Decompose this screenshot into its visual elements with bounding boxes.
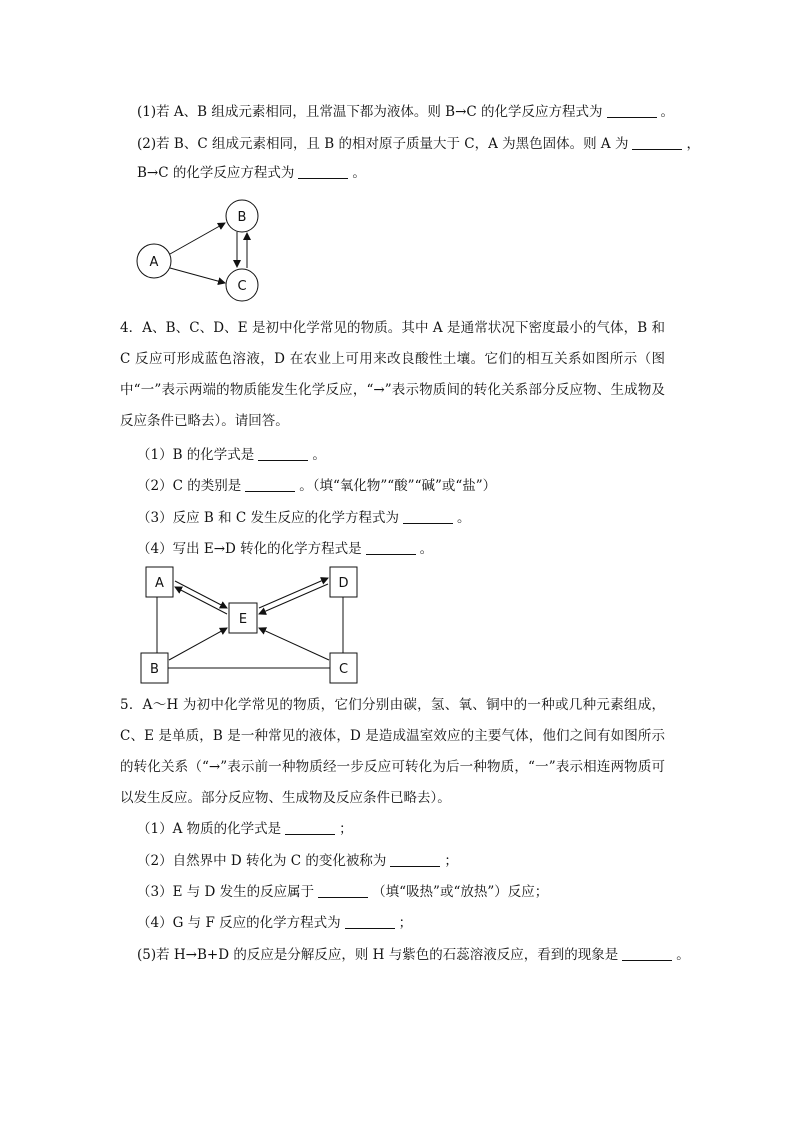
- answer-blank[interactable]: [298, 164, 348, 179]
- q4-sub1: （1）B 的化学式是 。: [137, 447, 326, 463]
- answer-blank[interactable]: [318, 883, 368, 898]
- node-e-label: E: [238, 612, 248, 627]
- node-c-label: C: [237, 279, 247, 294]
- node-a-label: A: [149, 255, 159, 270]
- answer-blank[interactable]: [366, 540, 416, 555]
- q5-sub5: (5)若 H→B+D 的反应是分解反应，则 H 与紫色的石蕊溶液反应，看到的现象是 。: [137, 947, 690, 963]
- answer-blank[interactable]: [245, 477, 295, 492]
- q3-sub2: (2)若 B、C 组成元素相同，且 B 的相对原子质量大于 C，A 为黑色固体。则 A 为 ，: [137, 136, 700, 152]
- q5-sub1: （1）A 物质的化学式是 ；: [137, 821, 353, 837]
- q5-intro: 5．A～H 为初中化学常见的物质，它们分别由碳，氢、氧、铜中的一种或几种元素组成，C、E 是单质，B 是一种常见的液体，D 是造成温室效应的主要气体，他们之间有如图所示的转化关系（“→”表示前一种物质经一步反应可转化为后一种物质，“一”表示相连两物质可以发生反应。部分反应物、生成物及反应条件已略去）。: [120, 697, 665, 806]
- answer-blank[interactable]: [607, 103, 657, 118]
- q3-sub2-cont: B→C 的化学反应方程式为 。: [137, 165, 366, 181]
- q4-sub3: （3）反应 B 和 C 发生反应的化学方程式为 。: [137, 510, 471, 526]
- node-a-label: A: [155, 576, 164, 591]
- arrow-a-c: [170, 268, 225, 283]
- q4-intro: 4．A、B、C、D、E 是初中化学常见的物质。其中 A 是通常状况下密度最小的气体，B 和 C 反应可形成蓝色溶液，D 在农业上可用来改良酸性土壤。它们的相互关系如图所示（图中“一”表示两端的物质能发生化学反应，“→”表示物质间的转化关系部分反应物、生成物及反应条件已略去）。请回答。: [120, 320, 665, 429]
- node-b-label: B: [150, 662, 159, 677]
- answer-blank[interactable]: [632, 135, 682, 150]
- arrow-d-e: [259, 584, 328, 614]
- node-c-label: C: [338, 662, 349, 677]
- answer-blank[interactable]: [622, 946, 672, 961]
- answer-blank[interactable]: [390, 852, 440, 867]
- arrow-a-b: [170, 223, 225, 254]
- answer-blank[interactable]: [258, 446, 308, 461]
- arrow-b-e: [169, 628, 227, 660]
- arrow-e-a: [175, 587, 227, 614]
- arrow-e-d: [259, 578, 328, 608]
- q5-sub3: （3）E 与 D 发生的反应属于 （填“吸热”或“放热”）反应；: [137, 884, 549, 900]
- q3-sub1: (1)若 A、B 组成元素相同，且常温下都为液体。则 B→C 的化学反应方程式为 。: [137, 104, 675, 120]
- q4-diagram: [135, 562, 370, 690]
- q4-sub4: （4）写出 E→D 转化的化学方程式是 。: [137, 541, 434, 557]
- answer-blank[interactable]: [345, 914, 395, 929]
- answer-blank[interactable]: [285, 820, 335, 835]
- q3-diagram: [130, 195, 270, 305]
- node-d-label: D: [338, 576, 349, 591]
- node-b-label: B: [237, 210, 247, 225]
- q5-sub2: （2）自然界中 D 转化为 C 的变化被称为 ；: [137, 853, 458, 869]
- arrow-a-e: [175, 581, 227, 608]
- q4-sub2: （2）C 的类别是 。（填“氧化物”“酸”“碱”或“盐”）: [137, 478, 497, 494]
- q5-sub4: （4）G 与 F 反应的化学方程式为 ；: [137, 915, 413, 931]
- answer-blank[interactable]: [403, 509, 453, 524]
- arrow-c-e: [259, 628, 329, 660]
